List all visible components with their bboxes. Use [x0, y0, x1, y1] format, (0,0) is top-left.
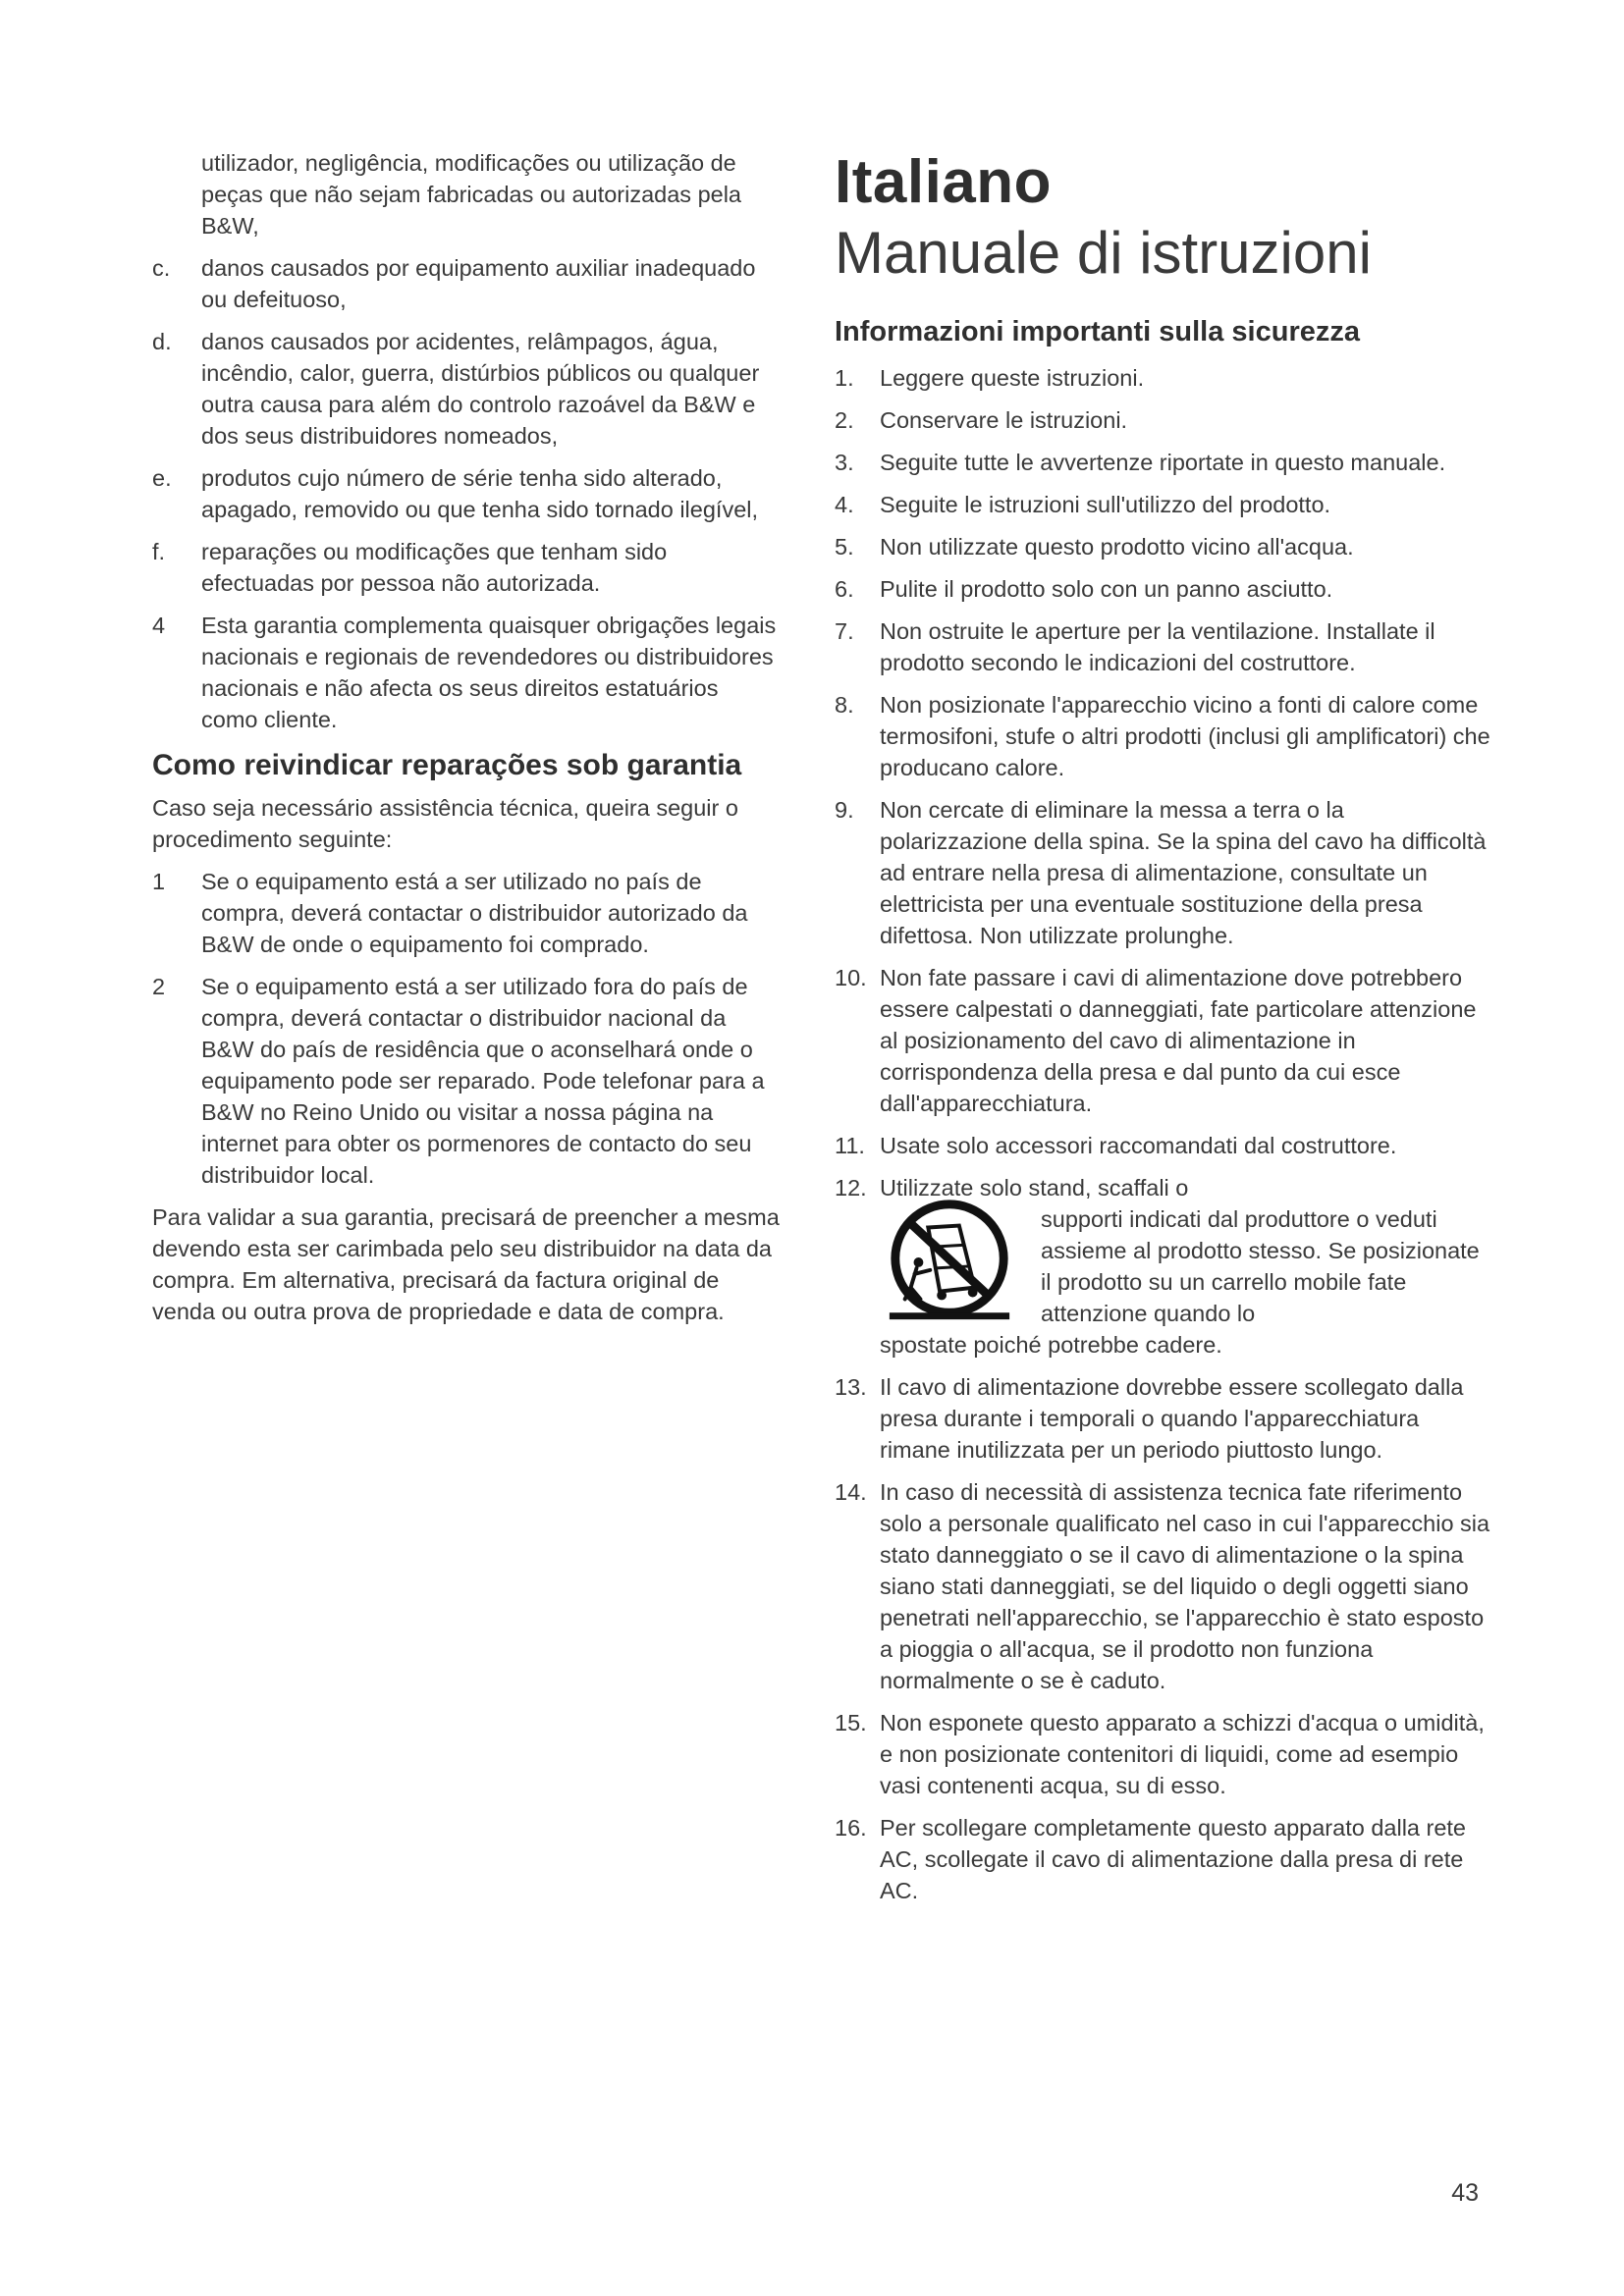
list-item [835, 689, 1492, 783]
list-text: Non ostruite le aperture per la ventilazione. Installate il prodotto secondo le indicazioni del costruttore. [880, 618, 1435, 675]
list-item [152, 536, 781, 599]
list-marker: 16. [835, 1815, 867, 1841]
list-text-end: spostate poiché potrebbe cadere. [880, 1332, 1222, 1358]
list-item [835, 1476, 1492, 1696]
list-marker: 14. [835, 1479, 867, 1505]
safety-list [835, 362, 1492, 1906]
list-marker: 4. [835, 492, 854, 517]
list-item [835, 531, 1492, 562]
list-text: Pulite il prodotto solo con un panno asciutto. [880, 576, 1333, 602]
warranty-claim-heading: Como reivindicar reparações sob garantia [152, 749, 742, 781]
list-item [835, 794, 1492, 951]
list-item [152, 326, 781, 452]
list-marker: 4 [152, 613, 166, 638]
warranty-continuation: utilizador, negligência, modificações ou utilização de peças que não sejam fabricadas ou autorizadas pela B&W, [201, 150, 742, 239]
list-marker: 6. [835, 576, 854, 602]
list-item [835, 489, 1492, 520]
list-item [835, 573, 1492, 605]
list-item [152, 971, 781, 1191]
list-marker: 10. [835, 965, 867, 990]
list-marker: 15. [835, 1710, 867, 1735]
warranty-claim-steps [152, 866, 781, 1191]
list-item-cart-warning [835, 1172, 1492, 1361]
list-text: danos causados por acidentes, relâmpagos, água, incêndio, calor, guerra, distúrbios públicos ou qualquer outra causa para além do controlo razoável da B&W e dos seus distribuidores nomeados, [201, 329, 760, 449]
list-item [835, 404, 1492, 436]
list-text: Seguite tutte le avvertenze riportate in questo manuale. [880, 450, 1446, 475]
right-column [835, 147, 1492, 1917]
list-marker: 2. [835, 407, 854, 433]
list-text: Non posizionate l'apparecchio vicino a fonti di calore come termosifoni, stufe o altri prodotti (inclusi gli amplificatori) che producano calore. [880, 692, 1490, 780]
page-number: 43 [1451, 2179, 1479, 2207]
list-text: Leggere queste istruzioni. [880, 365, 1145, 391]
list-text: Seguite le istruzioni sull'utilizzo del prodotto. [880, 492, 1331, 517]
list-text: Non esponete questo apparato a schizzi d'acqua o umidità, e non posizionate contenitori di liquidi, come ad esempio vasi contenenti acqua, su di esso. [880, 1710, 1485, 1798]
warranty-claim-intro: Caso seja necessário assistência técnica, queira seguir o procedimento seguinte: [152, 795, 738, 852]
warranty-exclusions-list [152, 252, 781, 735]
list-marker: 9. [835, 797, 854, 823]
list-item [835, 1130, 1492, 1161]
list-text: Conservare le istruzioni. [880, 407, 1128, 433]
list-text: Se o equipamento está a ser utilizado fora do país de compra, deverá contactar o distribuidor nacional da B&W do país de residência que o aconselhará onde o equipamento pode ser reparado. Pode telefonar para a B&W no Reino Unido ou visitar a nossa página na internet para obter os pormenores de contacto do seu distribuidor local. [201, 974, 765, 1188]
list-marker: f. [152, 539, 166, 564]
list-text: Per scollegare completamente questo apparato dalla rete AC, scollegate il cavo di alimentazione dalla presa di rete AC. [880, 1815, 1467, 1903]
list-marker: 13. [835, 1374, 867, 1400]
list-text-side: supporti indicati dal produttore o veduti assieme al prodotto stesso. Se posizionate il prodotto su un carrello mobile fate attenzione quando lo [1041, 1206, 1480, 1326]
list-item [835, 1371, 1492, 1466]
language-title: Italiano [835, 148, 1053, 216]
list-text: produtos cujo número de série tenha sido alterado, apagado, removido ou que tenha sido tornado ilegível, [201, 465, 759, 522]
list-marker: 11. [835, 1133, 865, 1158]
safety-heading: Informazioni importanti sulla sicurezza [835, 316, 1360, 347]
list-text: Il cavo di alimentazione dovrebbe essere scollegato dalla presa durante i temporali o quando l'apparecchiatura rimane inutilizzata per un periodo piuttosto lungo. [880, 1374, 1464, 1463]
list-text: Se o equipamento está a ser utilizado no país de compra, deverá contactar o distribuidor autorizado da B&W de onde o equipamento foi comprado. [201, 869, 748, 957]
list-text: In caso di necessità di assistenza tecnica fate riferimento solo a personale qualificato nel caso in cui l'apparecchio sia stato danneggiato o se il cavo di alimentazione o la spina siano stati danneggiati, se del liquido o degli oggetti siano penetrati nell'apparecchio, se l'apparecchio è stato esposto a pioggia o all'acqua, se il prodotto non funziona normalmente o se è caduto. [880, 1479, 1490, 1693]
list-item [152, 462, 781, 525]
list-item [152, 610, 781, 735]
list-text: Non utilizzate questo prodotto vicino all'acqua. [880, 534, 1354, 560]
list-text: Non fate passare i cavi di alimentazione dove potrebbero essere calpestati o danneggiati, fate particolare attenzione al posizionamento del cavo di alimentazione in corrispondenza della presa e dal punto da cui esce dall'apparecchiatura. [880, 965, 1477, 1116]
manual-subtitle: Manuale di istruzioni [835, 220, 1372, 286]
list-item [152, 252, 781, 315]
list-item [835, 362, 1492, 394]
list-marker: 12. [835, 1175, 867, 1201]
list-marker: d. [152, 329, 172, 354]
list-item [835, 962, 1492, 1119]
list-item [835, 1812, 1492, 1906]
list-item [152, 866, 781, 960]
list-marker: 1. [835, 365, 854, 391]
list-marker: e. [152, 465, 172, 491]
list-marker: 8. [835, 692, 854, 718]
list-item [835, 615, 1492, 678]
list-item [835, 447, 1492, 478]
cart-tip-over-warning-icon [882, 1198, 1017, 1325]
list-marker: 5. [835, 534, 854, 560]
warranty-closing-paragraph: Para validar a sua garantia, precisará de preencher a mesma devendo esta ser carimbada pelo seu distribuidor na data da compra. Em alternativa, precisará da factura original de venda ou outra prova de propriedade e data de compra. [152, 1204, 780, 1324]
list-text: Non cercate di eliminare la messa a terra o la polarizzazione della spina. Se la spina del cavo ha difficoltà ad entrare nella presa di alimentazione, consultate un elettricista per una eventuale sostituzione della presa difettosa. Non utilizzate prolunghe. [880, 797, 1487, 948]
list-text: reparações ou modificações que tenham sido efectuadas por pessoa não autorizada. [201, 539, 668, 596]
list-text: Usate solo accessori raccomandati dal costruttore. [880, 1133, 1397, 1158]
list-text: Esta garantia complementa quaisquer obrigações legais nacionais e regionais de revendedores ou distribuidores nacionais e não afecta os seus direitos estatuários como cliente. [201, 613, 777, 732]
list-text-line1: Utilizzate solo stand, scaffali o [880, 1175, 1189, 1201]
list-item [835, 1707, 1492, 1801]
list-text: danos causados por equipamento auxiliar inadequado ou defeituoso, [201, 255, 756, 312]
list-marker: 7. [835, 618, 854, 644]
list-marker: 2 [152, 974, 166, 999]
list-marker: c. [152, 255, 171, 281]
list-marker: 1 [152, 869, 166, 894]
left-column [152, 147, 781, 1338]
list-marker: 3. [835, 450, 854, 475]
